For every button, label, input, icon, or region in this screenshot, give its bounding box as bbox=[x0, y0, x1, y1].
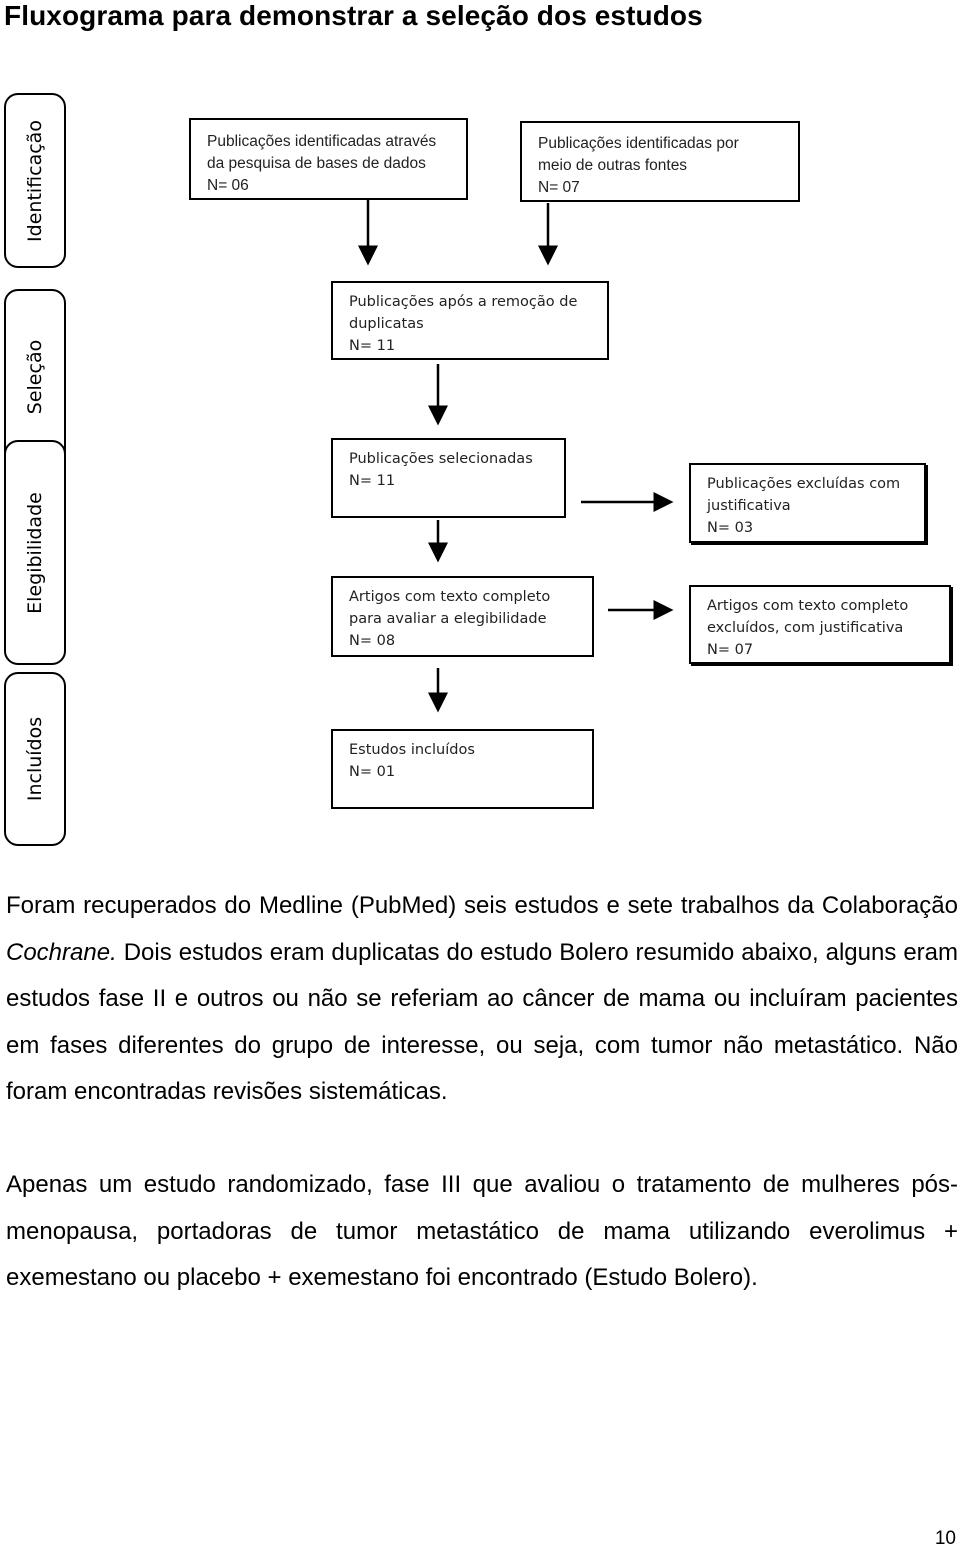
page-title: Fluxograma para demonstrar a seleção dos estudos bbox=[4, 0, 703, 31]
stage-identificacao-label: Identificação bbox=[24, 119, 46, 242]
stage-selecao-label: Seleção bbox=[24, 339, 46, 415]
paragraph-1-italic: Cochrane. bbox=[6, 938, 117, 966]
stage-incluidos-label: Incluídos bbox=[24, 716, 46, 802]
box-line: justificativa bbox=[707, 498, 791, 514]
box-line: N= 03 bbox=[707, 520, 754, 536]
box-line: N= 11 bbox=[349, 338, 396, 354]
paragraph-1-part-1: Foram recuperados do Medline (PubMed) seis estudos e sete trabalhos da Colaboração bbox=[6, 892, 958, 919]
box-line: N= 08 bbox=[349, 633, 396, 649]
box-line: N= 11 bbox=[349, 473, 396, 489]
box-line: N= 07 bbox=[538, 179, 580, 196]
box-line: Publicações excluídas com bbox=[707, 476, 901, 492]
box-line: Artigos com texto completo bbox=[707, 598, 909, 614]
box-line: da pesquisa de bases de dados bbox=[207, 155, 426, 172]
box-line: excluídos, com justificativa bbox=[707, 620, 904, 636]
box-line: Artigos com texto completo bbox=[349, 589, 551, 605]
box-line: Publicações após a remoção de bbox=[349, 294, 578, 310]
box-line: Publicações identificadas por bbox=[538, 135, 739, 152]
box-line: para avaliar a elegibilidade bbox=[349, 611, 547, 627]
box-line: Publicações selecionadas bbox=[349, 451, 533, 467]
page-number: 10 bbox=[934, 1528, 956, 1549]
stage-elegibilidade-label: Elegibilidade bbox=[24, 491, 46, 614]
paragraph-2: Apenas um estudo randomizado, fase III que avaliou o tratamento de mulheres pós-menopausa, portadoras de tumor metastático de mama utilizando everolimus + exemestano ou placebo + exemestano foi encontrado (Estudo Bolero). bbox=[6, 1171, 958, 1291]
paragraph-1-part-2: Dois estudos eram duplicatas do estudo Bolero resumido abaixo, alguns eram estudos fase II e outros ou não se referiam ao câncer de mama ou incluíram pacientes em fases diferentes do grupo de interesse, ou seja, com tumor não metastático. Não foram encontradas revisões sistemáticas. bbox=[6, 938, 958, 1105]
box-line: Publicações identificadas através bbox=[207, 133, 437, 150]
box-line: meio de outras fontes bbox=[538, 157, 688, 174]
box-line: N= 07 bbox=[707, 642, 754, 658]
box-line: Estudos incluídos bbox=[349, 742, 475, 758]
box-line: N= 01 bbox=[349, 764, 396, 780]
box-line: duplicatas bbox=[349, 316, 424, 332]
box-line: N= 06 bbox=[207, 177, 249, 194]
paragraph-1 bbox=[6, 883, 958, 1116]
